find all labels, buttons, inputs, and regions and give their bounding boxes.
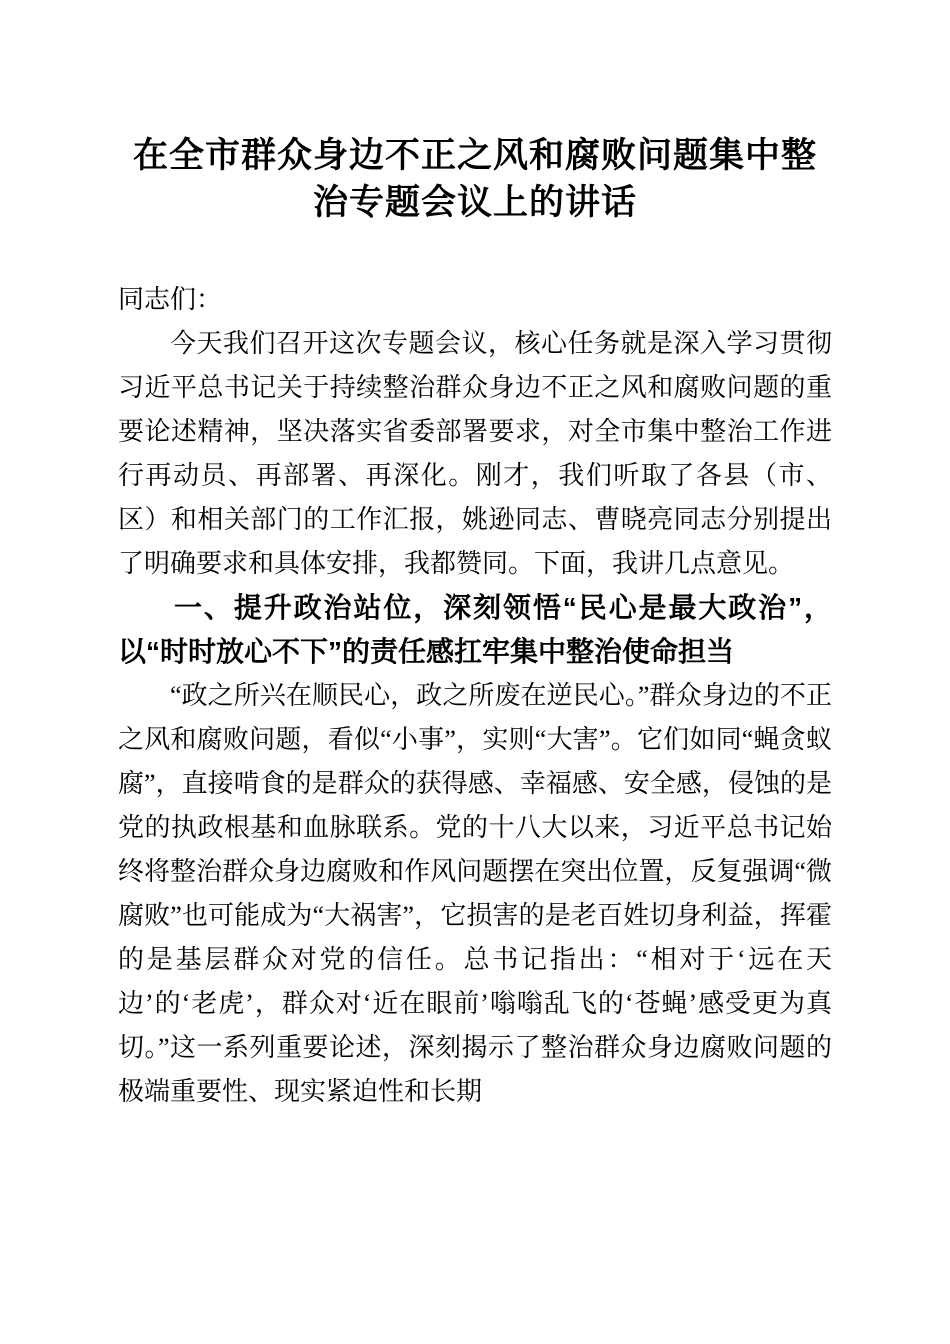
salutation: 同志们： <box>118 285 223 314</box>
paragraph-opening: 今天我们召开这次专题会议，核心任务就是深入学习贯彻习近平总书记关于持续整治群众身边不正之风和腐败问题的重要论述精神，坚决落实省委部署要求，对全市集中整治工作进行再动员、再部署、再深化。刚才，我们听取了各县（市、区）和相关部门的工作汇报，姚逊同志、曹晓亮同志分别提出了明确要求和具体安排，我都赞同。下面，我讲几点意见。 <box>118 329 832 578</box>
document-title: 在全市群众身边不正之风和腐败问题集中整治专题会议上的讲话 <box>132 136 817 222</box>
document-body <box>118 278 832 1114</box>
paragraph-section-1: “政之所兴在顺民心，政之所废在逆民心。”群众身边的不正之风和腐败问题，看似“小事”，实则“大害”。它们如同“蝇贪蚁腐”，直接啃食的是群众的获得感、幸福感、安全感，侵蚀的是党的执政根基和血脉联系。党的十八大以来，习近平总书记始终将整治群众身边腐败和作风问题摆在突出位置，反复强调“微腐败”也可能成为“大祸害”，它损害的是老百姓切身利益，挥霍的是基层群众对党的信任。总书记指出：“相对于‘远在天边’的‘老虎’，群众对‘近在眼前’嗡嗡乱飞的‘苍蝇’感受更为真切。”这一系列重要论述，深刻揭示了整治群众身边腐败问题的极端重要性、现实紧迫性和长期 <box>118 681 832 1106</box>
section-heading-1: 一、提升政治站位，深刻领悟“民心是最大政治”，以“时时放心不下”的责任感扛牢集中整治使命担当 <box>118 592 832 667</box>
